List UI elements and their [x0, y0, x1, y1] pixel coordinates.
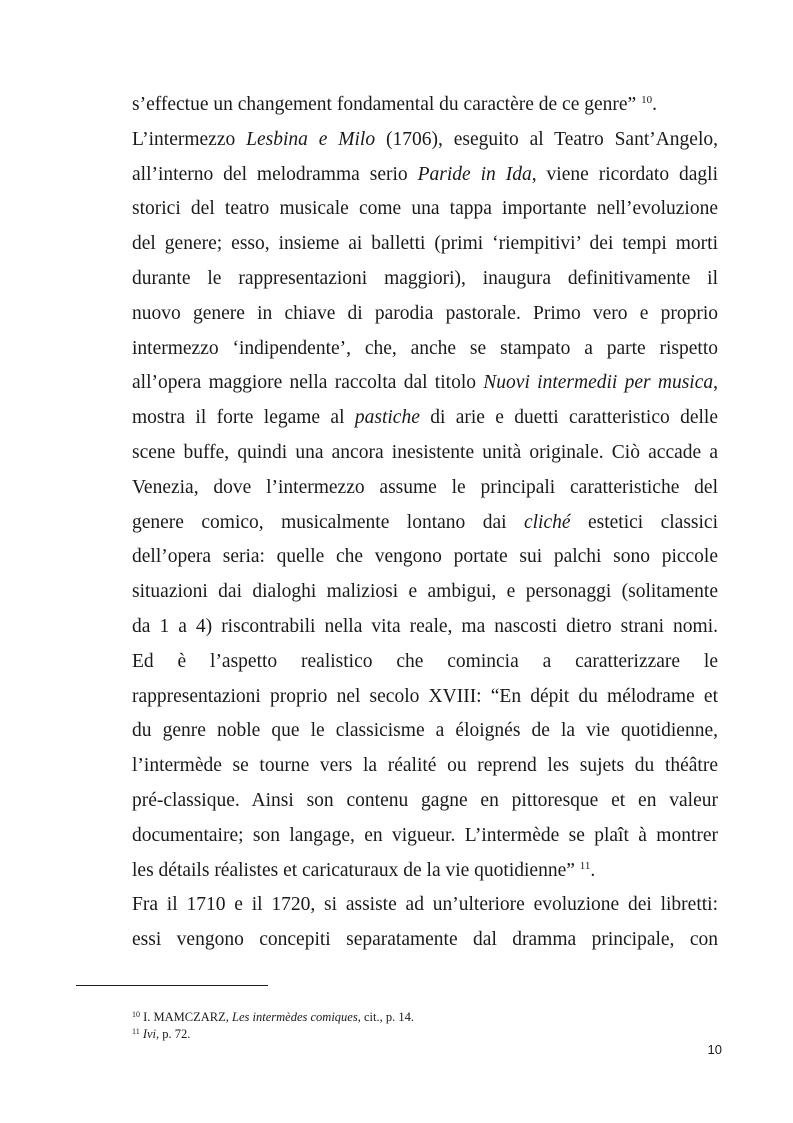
text-run: , p. 72.: [156, 1027, 191, 1041]
footnote-reference: 10: [132, 1010, 140, 1019]
footnote-reference: 10: [641, 94, 653, 106]
italic-text: Paride in Ida: [417, 163, 532, 185]
italic-text: Les intermèdes comiques: [232, 1010, 358, 1024]
text-run: essi vengono concepiti separatamente dal dramma principale, con: [132, 929, 718, 951]
text-line: [132, 749, 718, 784]
text-line: [132, 819, 718, 854]
text-run: les détails réalistes et caricaturaux de la vie quotidienne”: [132, 859, 580, 881]
text-run: pré-classique. Ainsi son contenu gagne en pittoresque et en valeur: [132, 789, 718, 811]
text-run: Ed è l’aspetto realistico che comincia a caratterizzare le: [132, 650, 718, 672]
text-run: .: [590, 859, 596, 881]
text-run: di arie e duetti caratteristico delle: [419, 407, 718, 429]
text-run: .: [652, 94, 657, 115]
text-run: all’opera maggiore nella raccolta dal titolo: [132, 372, 484, 394]
italic-text: Ivi: [142, 1027, 157, 1041]
text-line: [132, 366, 718, 401]
text-line: [132, 680, 718, 715]
italic-text: cliché: [523, 511, 571, 533]
text-run: I. MAMCZARZ,: [140, 1010, 233, 1024]
text-line: [132, 854, 718, 889]
text-run: genere comico, musicalmente lontano dai: [132, 511, 524, 533]
text-run: durante le rappresentazioni maggiori), inaugura definitivamente il: [132, 267, 718, 289]
text-line: [132, 332, 718, 367]
page-number: 10: [707, 1042, 722, 1057]
text-run: scene buffe, quindi una ancora inesistente unità originale. Ciò accade a: [132, 441, 718, 463]
text-run: da 1 a 4) riscontrabili nella vita reale, ma nascosti dietro strani nomi.: [132, 615, 718, 637]
text-run: dell’opera seria: quelle che vengono portate sui palchi sono piccole: [132, 546, 718, 568]
text-line: [132, 540, 718, 575]
text-line: [132, 610, 718, 645]
text-run: , viene ricordato dagli: [531, 163, 719, 185]
footnotes: [132, 1009, 718, 1043]
text-line: [132, 123, 718, 158]
text-run: mostra il forte legame al: [132, 407, 355, 429]
footnote-reference: 11: [132, 1027, 140, 1036]
text-run: Fra il 1710 e il 1720, si assiste ad un’ulteriore evoluzione dei libretti:: [132, 894, 718, 916]
text-line: [132, 158, 718, 193]
text-line: [132, 401, 718, 436]
text-run: del genere; esso, insieme ai balletti (primi ‘riempitivi’ dei tempi morti: [132, 233, 718, 255]
text-line: [132, 923, 718, 958]
text-run: (1706), eseguito al Teatro Sant’Angelo,: [375, 128, 719, 150]
text-line: [132, 645, 718, 680]
text-run: rappresentazioni proprio nel secolo XVIII: “En dépit du mélodrame et: [132, 685, 718, 707]
text-line: [132, 471, 718, 506]
text-run: , cit., p. 14.: [357, 1010, 414, 1024]
text-run: l’intermède se tourne vers la réalité ou reprend les sujets du théâtre: [132, 755, 718, 777]
text-line: [132, 262, 718, 297]
text-line: [132, 297, 718, 332]
italic-text: pastiche: [354, 407, 420, 429]
text-line: [132, 888, 718, 923]
footnote: [132, 1009, 718, 1026]
text-line: [132, 575, 718, 610]
text-line: [132, 192, 718, 227]
text-run: nuovo genere in chiave di parodia pastorale. Primo vero e proprio: [132, 302, 718, 324]
text-run: all’interno del melodramma serio: [132, 163, 418, 185]
text-run: Venezia, dove l’intermezzo assume le principali caratteristiche del: [132, 476, 718, 498]
text-run: ,: [713, 372, 719, 394]
text-run: situazioni dai dialoghi maliziosi e ambigui, e personaggi (solitamente: [132, 581, 718, 603]
text-line: [132, 784, 718, 819]
body-text: [132, 88, 718, 958]
text-run: L’intermezzo: [132, 128, 247, 150]
italic-text: Lesbina e Milo: [246, 128, 376, 150]
footnote-separator: [76, 985, 268, 986]
text-run: intermezzo ‘indipendente’, che, anche se stampato a parte rispetto: [132, 337, 718, 359]
text-line: [132, 506, 718, 541]
text-line: [132, 227, 718, 262]
footnote: [132, 1026, 718, 1043]
text-line: [132, 436, 718, 471]
text-run: du genre noble que le classicisme a éloignés de la vie quotidienne,: [132, 720, 718, 742]
text-run: storici del teatro musicale come una tappa importante nell’evoluzione: [132, 198, 718, 220]
text-run: estetici classici: [570, 511, 718, 533]
text-line: [132, 714, 718, 749]
text-line: [132, 88, 718, 123]
text-run: s’effectue un changement fondamental du caractère de ce genre”: [132, 94, 642, 115]
text-run: documentaire; son langage, en vigueur. L’intermède se plaît à montrer: [132, 824, 718, 846]
footnote-reference: 11: [579, 859, 591, 872]
italic-text: Nuovi intermedii per musica: [483, 372, 714, 394]
